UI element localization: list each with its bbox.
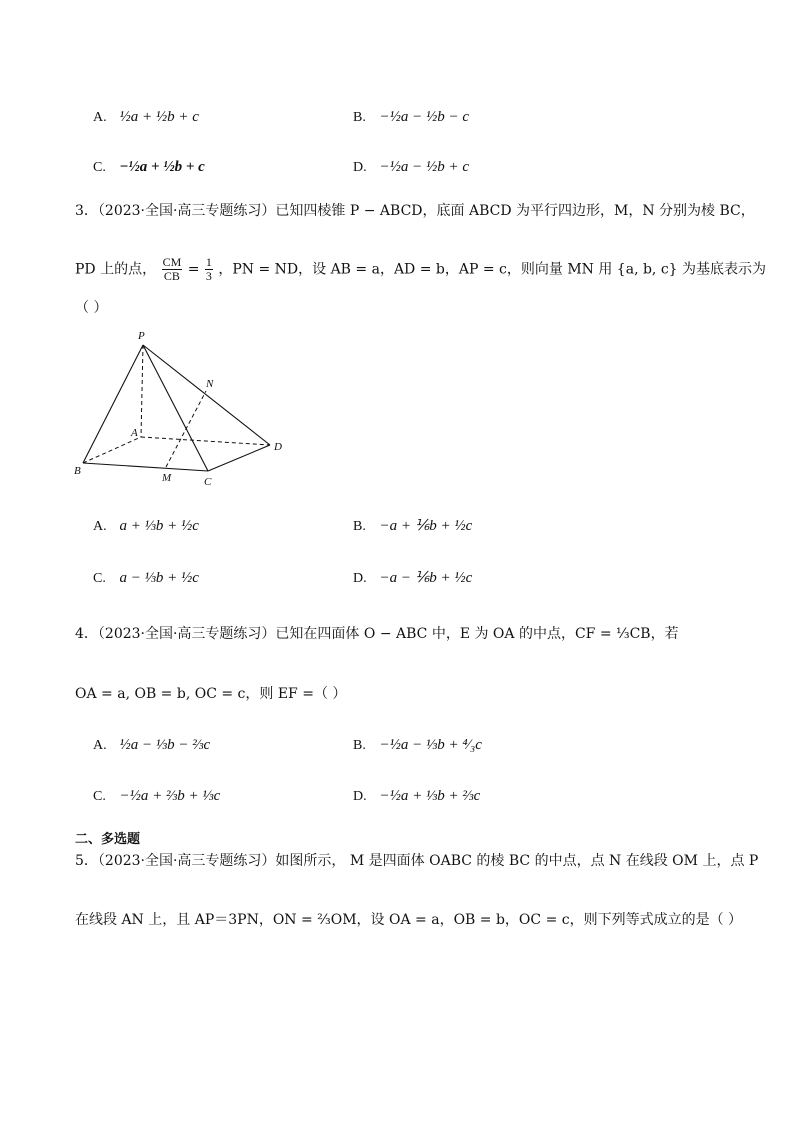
pyramid-figure (70, 325, 290, 490)
q4-option-c[interactable] (93, 786, 220, 807)
q3-option-b[interactable] (353, 516, 472, 537)
option-label: C. (93, 571, 106, 586)
option-expression: ½a − ⅓b − ⅔c (119, 737, 211, 753)
q4-option-d[interactable] (353, 786, 480, 807)
q2-option-c[interactable] (93, 157, 205, 178)
option-expression: a − ⅓b + ½c (119, 570, 199, 586)
edge-cd (208, 445, 270, 471)
option-expression: −½a + ½b + c (119, 159, 205, 175)
option-label: A. (93, 519, 107, 534)
edge-ba-hidden (83, 437, 141, 463)
option-label: D. (353, 789, 367, 804)
q4-option-a[interactable] (93, 735, 210, 756)
option-label: C. (93, 160, 106, 175)
option-expression: −a + ⅙b + ½c (379, 518, 473, 534)
q3-stem-line2: PD 上的点， $\frac{CM}{CB}$ = $\frac{1}{3}$ ，PN = ND，设 AB = a，AD = b，AP = c，则向量 MN 用 {a, b, c} 为基底表示为 (75, 255, 767, 283)
option-label: C. (93, 789, 106, 804)
q4-option-b[interactable] (353, 735, 482, 756)
option-expression: −½a − ⅓b + ⁴⁄₃c (379, 737, 482, 753)
fraction-denominator: 3 (205, 269, 212, 283)
q3-stem-part-a: PD 上的点， (75, 261, 157, 278)
q3-option-c[interactable] (93, 568, 199, 589)
edge-pb (83, 345, 143, 463)
q4-stem-line1: 4．（2023·全国·高三专题练习）已知在四面体 O − ABC 中，E 为 OA 的中点，CF = ⅓CB，若 (75, 626, 679, 642)
option-label: D. (353, 571, 367, 586)
vertex-label-b: B (74, 465, 81, 477)
option-expression: −½a − ½b − c (379, 109, 469, 125)
option-label: B. (353, 738, 366, 753)
q3-option-a[interactable] (93, 516, 199, 537)
q5-stem-line2: 在线段 AN 上，且 AP＝3PN，ON = ⅔OM，设 OA = a，OB = b，OC = c，则下列等式成立的是（ ） (75, 912, 743, 928)
q3-option-d[interactable] (353, 568, 472, 589)
option-expression: −½a − ½b + c (379, 159, 469, 175)
section-title-multiple-choice: 二、多选题 (75, 832, 141, 847)
vertex-label-p: P (138, 330, 145, 342)
q3-answer-paren: （ ） (75, 300, 108, 316)
option-expression: −a − ⅙b + ½c (379, 570, 473, 586)
vertex-label-n: N (206, 378, 214, 390)
edge-pc (143, 345, 208, 471)
edge-ad-hidden (141, 437, 270, 445)
fraction-numerator: CM (162, 255, 182, 269)
q3-stem-line1: 3．（2023·全国·高三专题练习）已知四棱锥 P − ABCD，底面 ABCD 为平行四边形，M，N 分别为棱 BC， (75, 203, 755, 219)
option-expression: a + ⅓b + ½c (119, 518, 199, 534)
option-expression: −½a + ⅔b + ⅓c (119, 788, 221, 804)
edge-bc (83, 463, 208, 471)
cm-over-cb-fraction (162, 256, 183, 283)
q4-stem-line2: OA = a, OB = b, OC = c，则 EF =（ ） (75, 686, 347, 702)
option-label: B. (353, 519, 366, 534)
edge-pd (143, 345, 270, 445)
one-third-fraction (205, 256, 213, 283)
point-label-m: M (162, 472, 172, 484)
option-label: B. (353, 110, 366, 125)
vertex-label-a: A (131, 427, 138, 439)
edge-pa-hidden (141, 345, 143, 437)
q2-option-a[interactable] (93, 107, 199, 128)
fraction-numerator: 1 (205, 255, 212, 269)
q5-stem-line1: 5．（2023·全国·高三专题练习）如图所示， M 是四面体 OABC 的棱 BC 的中点，点 N 在线段 OM 上，点 P (75, 853, 759, 869)
option-label: A. (93, 738, 107, 753)
vertex-label-c: C (204, 476, 212, 488)
fraction-denominator: CB (163, 269, 180, 283)
option-expression: −½a + ⅓b + ⅔c (379, 788, 481, 804)
option-label: D. (353, 160, 367, 175)
q2-option-d[interactable] (353, 157, 469, 178)
q3-stem-part-b: ，PN = ND，设 AB = a，AD = b，AP = c，则向量 MN 用 {a, b, c} 为基底表示为 (218, 261, 767, 278)
option-label: A. (93, 110, 107, 125)
option-expression: ½a + ½b + c (119, 109, 199, 125)
vertex-label-d: D (274, 441, 282, 453)
q2-option-b[interactable] (353, 107, 469, 128)
